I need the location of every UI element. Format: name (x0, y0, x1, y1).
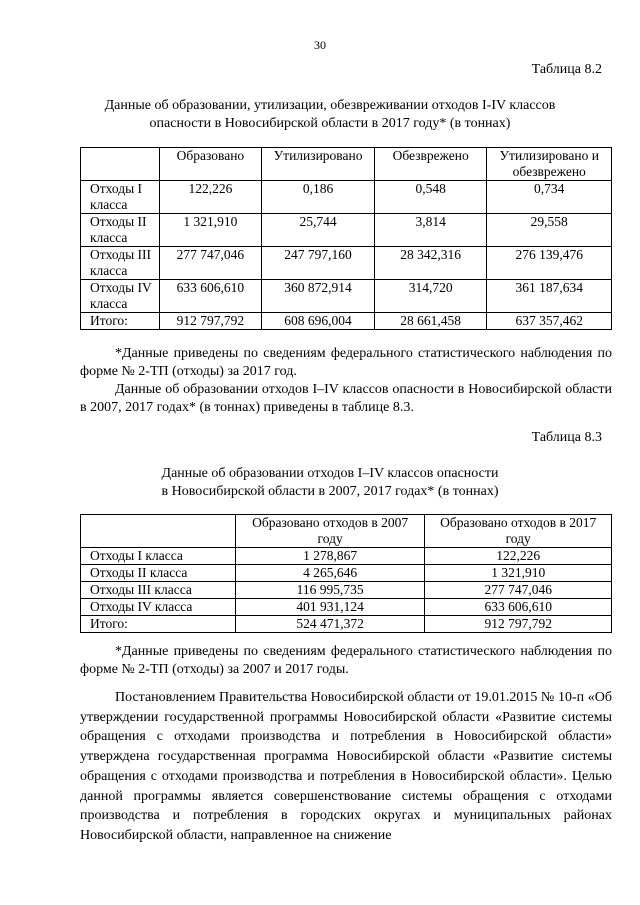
table-cell: 361 187,634 (487, 280, 612, 313)
table-8-2-title (60, 97, 600, 133)
table-8-2-footnote: *Данные приведены по сведениям федерального статистического наблюдения по форме № 2-ТП (отходы) за 2017 год. (80, 346, 612, 379)
table-row (81, 548, 612, 565)
table-cell: 28 661,458 (374, 313, 487, 330)
table-cell: 28 342,316 (374, 247, 487, 280)
table-row (81, 247, 612, 280)
table-cell: 3,814 (374, 214, 487, 247)
table-cell: 277 747,046 (159, 247, 262, 280)
row-label: Отходы I класса (81, 181, 160, 214)
header-cell: Образовано отходов в 2007 году (235, 515, 425, 548)
table-cell: 0,734 (487, 181, 612, 214)
table-8-2 (80, 147, 612, 330)
table-cell: 247 797,160 (262, 247, 375, 280)
table-row (81, 214, 612, 247)
table-cell: 29,558 (487, 214, 612, 247)
table-total-row (81, 616, 612, 633)
row-label: Отходы II класса (81, 565, 236, 582)
table-cell: 637 357,462 (487, 313, 612, 330)
table-8-3-title-line2: в Новосибирской области в 2007, 2017 годах* (в тоннах) (161, 484, 499, 499)
table-cell: 0,548 (374, 181, 487, 214)
row-label: Итого: (81, 616, 236, 633)
table-cell: 1 321,910 (425, 565, 612, 582)
intro-paragraph: Данные об образовании отходов I–IV классов опасности в Новосибирской области в 2007, 2017 годах* (в тоннах) приведены в таблице 8.3. (80, 382, 612, 415)
header-cell: Обезврежено (374, 148, 487, 181)
table-8-2-title-line2: опасности в Новосибирской области в 2017 году* (в тоннах) (149, 116, 511, 131)
table-cell: 401 931,124 (235, 599, 425, 616)
header-cell (81, 148, 160, 181)
table-header-row (81, 515, 612, 548)
row-label: Отходы III класса (81, 582, 236, 599)
row-label: Отходы III класса (81, 247, 160, 280)
header-cell: Утилизировано (262, 148, 375, 181)
table-8-3 (80, 514, 612, 633)
table-cell: 360 872,914 (262, 280, 375, 313)
table-total-row (81, 313, 612, 330)
table-cell: 633 606,610 (159, 280, 262, 313)
table-8-3-title-line1: Данные об образовании отходов I–IV классов опасности (161, 466, 499, 481)
table-8-3-label: Таблица 8.3 (531, 430, 602, 445)
table-8-3-footnote: *Данные приведены по сведениям федерального статистического наблюдения по форме № 2-ТП (отходы) за 2007 и 2017 годы. (80, 644, 612, 677)
table-cell: 524 471,372 (235, 616, 425, 633)
table-row (81, 582, 612, 599)
table-row (81, 565, 612, 582)
table-cell: 912 797,792 (425, 616, 612, 633)
table-8-3-title (60, 465, 600, 501)
table-cell: 608 696,004 (262, 313, 375, 330)
table-cell: 0,186 (262, 181, 375, 214)
header-cell: Образовано (159, 148, 262, 181)
table-cell: 116 995,735 (235, 582, 425, 599)
header-cell: Образовано отходов в 2017 году (425, 515, 612, 548)
header-cell: Утилизировано и обезврежено (487, 148, 612, 181)
table-cell: 912 797,792 (159, 313, 262, 330)
table-row (81, 181, 612, 214)
body-paragraph: Постановлением Правительства Новосибирской области от 19.01.2015 № 10-п «Об утверждении государственной программы Новосибирской области «Развитие системы обращения с отходами производства и потребления в Новосибирской области» утверждена государственная программа Новосибирской области «Развитие системы обращения с отходами производства и потребления в Новосибирской области». Целью данной программы является совершенствование системы обращения с отходами производства и потребления в городских округах и муниципальных районах Новосибирской области, направленное на снижение (80, 690, 612, 843)
table-8-2-label: Таблица 8.2 (531, 62, 602, 77)
table-8-2-title-line1: Данные об образовании, утилизации, обезвреживании отходов I-IV классов (104, 98, 556, 113)
table-cell: 122,226 (159, 181, 262, 214)
row-label: Отходы IV класса (81, 599, 236, 616)
table-header-row (81, 148, 612, 181)
table-cell: 277 747,046 (425, 582, 612, 599)
row-label: Отходы I класса (81, 548, 236, 565)
table-cell: 1 278,867 (235, 548, 425, 565)
table-cell: 276 139,476 (487, 247, 612, 280)
table-row (81, 280, 612, 313)
table-cell: 314,720 (374, 280, 487, 313)
row-label: Отходы IV класса (81, 280, 160, 313)
row-label: Отходы II класса (81, 214, 160, 247)
table-cell: 25,744 (262, 214, 375, 247)
table-cell: 633 606,610 (425, 599, 612, 616)
row-label: Итого: (81, 313, 160, 330)
page-number: 30 (314, 38, 326, 52)
header-cell (81, 515, 236, 548)
table-cell: 122,226 (425, 548, 612, 565)
table-cell: 4 265,646 (235, 565, 425, 582)
table-row (81, 599, 612, 616)
table-cell: 1 321,910 (159, 214, 262, 247)
